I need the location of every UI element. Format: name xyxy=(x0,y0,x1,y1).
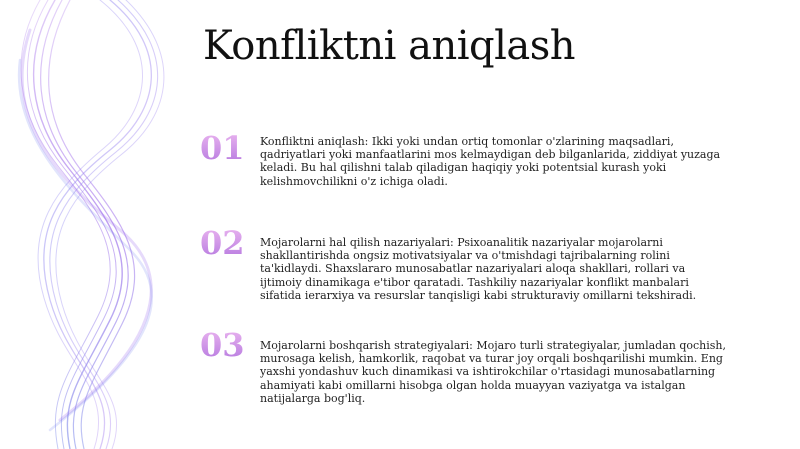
item-number: 03 xyxy=(200,326,245,364)
item-paragraph: Konfliktni aniqlash: Ikki yoki undan ortiq tomonlar o'zlarining maqsadlari, qadriyatlari yoki manfaatlarini mos kelmaydigan deb bilganlarida, ziddiyat yuzaga keladi. Bu hal qilishni talab qiladigan haqiqiy yoki potentsial kurash yoki kelishmovchilikni o'z ichiga oladi. xyxy=(260,135,721,188)
item-number: 02 xyxy=(200,224,245,262)
decorative-smoke-ribbon xyxy=(0,0,200,449)
item-paragraph: Mojarolarni boshqarish strategiyalari: Mojaro turli strategiyalar, jumladan qochish, murosaga kelish, hamkorlik, raqobat va turar joy orqali boshqarilishi mumkin. Eng yaxshi yondashuv kuch dinamikasi va ishtirokchilar o'rtasidagi munosabatlarning ahamiyati kabi omillarni hisobga olgan holda muayyan vaziyatga va istalgan natijalarga bog'liq. xyxy=(260,339,726,405)
slide-title: Konfliktni aniqlash xyxy=(203,23,576,69)
item-paragraph: Mojarolarni hal qilish nazariyalari: Psixoanalitik nazariyalar mojarolarni shakllantirishda ongsiz motivatsiyalar va o'tmishdagi tajribalarning rolini ta'kidlaydi. Shaxslararo munosabatlar nazariyalari aloqa shakllari, rollari va ijtimoiy dinamikaga e'tibor qaratadi. Tashkiliy nazariyalar konflikt manbalari sifatida ierarxiya va resurslar tanqisligi kabi strukturaviy omillarni tekshiradi. xyxy=(260,236,697,302)
item-number: 01 xyxy=(200,129,245,167)
